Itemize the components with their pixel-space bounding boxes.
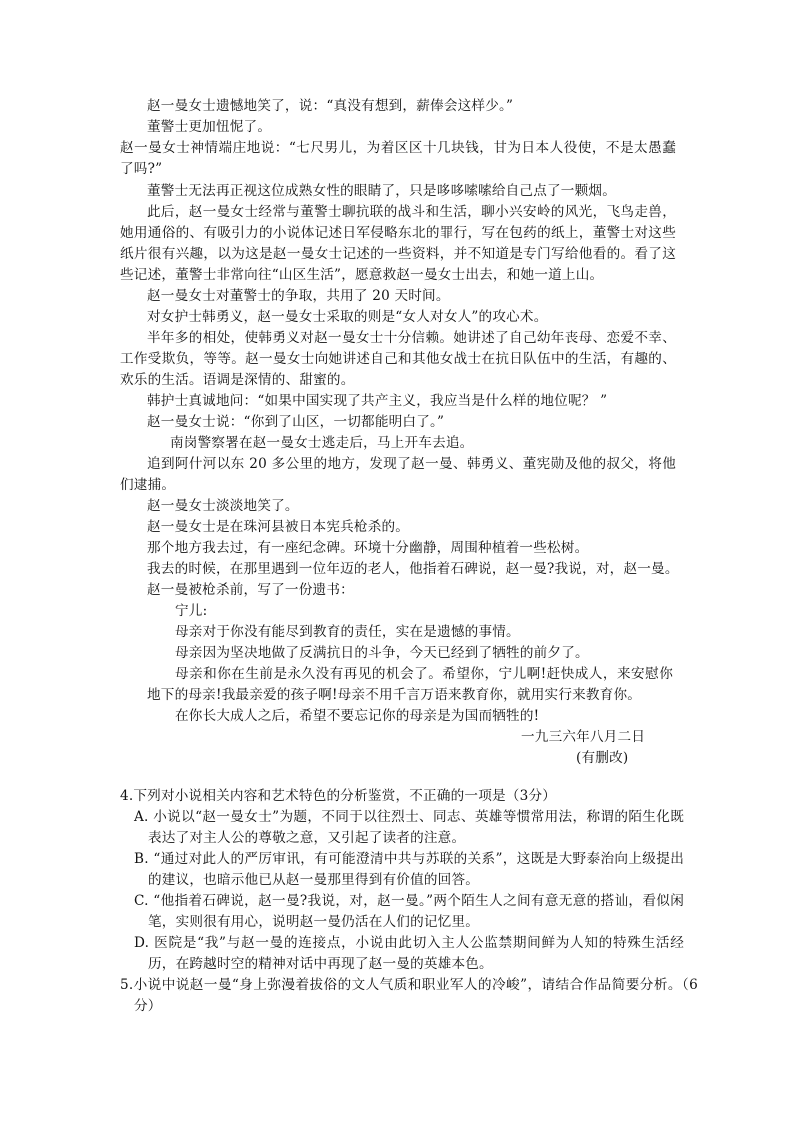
paragraph: 我去的时候，在那里遇到一位年迈的老人，他指着石碑说，赵一曼?我说，对，赵一曼。: [147, 561, 679, 577]
letter-line: 母亲因为坚决地做了反满抗日的斗争，今天已经到了牺牲的前夕了。: [175, 645, 589, 661]
question-stem: 4.下列对小说相关内容和艺术特色的分析鉴赏，不正确的一项是（3分）: [120, 788, 557, 804]
letter-line: 在你长大成人之后，希望不要忘记你的母亲是为国而牺牲的!: [175, 708, 540, 724]
option-b: B. “通过对此人的严厉审讯，有可能澄清中共与苏联的关系”，这既是大野泰治向上级提出的建议，也暗示他已从赵一曼那里得到有价值的回答。: [134, 851, 684, 888]
option-a: A. 小说以“赵一曼女士”为题，不同于以往烈士、同志、英雄等惯常用法，称谓的陌生化既表达了对主人公的尊敬之意，又引起了读者的注意。: [134, 809, 684, 846]
option-d: D. 医院是“我”与赵一曼的连接点，小说由此切入主人公监禁期间鲜为人知的特殊生活经历，在跨越时空的精神对话中再现了赵一曼的英雄本色。: [134, 935, 684, 972]
paragraph: 此后，赵一曼女士经常与董警士聊抗联的战斗和生活，聊小兴安岭的风光，飞鸟走兽，她用通俗的、有吸引力的小说体记述日军侵略东北的罪行，写在包药的纸上，董警士对这些纸片很有兴趣，以为这是赵一曼女士记述的一些资料，并不知道是专门写给他看的。看了这些记述，董警士非常向往“山区生活”，愿意救赵一曼女士出去，和她一道上山。: [120, 204, 676, 283]
paragraph: 赵一曼女士遗憾地笑了，说：“真没有想到，薪俸会这样少。”: [147, 98, 514, 114]
paragraph: 追到阿什河以东 20 多公里的地方，发现了赵一曼、韩勇义、董宪勋及他的叔父，将他们逮捕。: [120, 456, 676, 493]
paragraph: 半年多的相处，使韩勇义对赵一曼女士十分信赖。她讲述了自己幼年丧母、恋爱不幸、工作受欺负，等等。赵一曼女士向她讲述自己和其他女战士在抗日队伍中的生活，有趣的、欢乐的生活。语调是深情的、甜蜜的。: [120, 330, 676, 388]
revision-note: (有删改): [576, 750, 629, 766]
paragraph: 董警士更加忸怩了。: [147, 119, 272, 135]
paragraph: 南岗警察署在赵一曼女士逃走后，马上开车去追。: [170, 435, 474, 451]
paragraph: 韩护士真诚地问：“如果中国实现了共产主义，我应当是什么样的地位呢？ ”: [147, 393, 608, 409]
option-c: C. “他指着石碑说，赵一曼?我说，对，赵一曼。”两个陌生人之间有意无意的搭讪，看似闲笔，实则很有用心，说明赵一曼仍活在人们的记忆里。: [134, 893, 684, 930]
paragraph: 赵一曼女士淡淡地笑了。: [147, 498, 299, 514]
paragraph: 对女护士韩勇义，赵一曼女士采取的则是“女人对女人”的攻心术。: [147, 309, 548, 325]
paragraph: 赵一曼女士神情端庄地说：“七尺男儿，为着区区十几块钱，甘为日本人役使，不是太愚蠢了吗?”: [120, 140, 676, 177]
letter-date: 一九三六年八月二日: [521, 729, 646, 745]
letter-salutation: 宁儿:: [175, 603, 208, 619]
paragraph: 赵一曼女士是在珠河县被日本宪兵枪杀的。: [147, 519, 410, 535]
question-stem: 5.小说中说赵一曼“身上弥漫着拔俗的文人气质和职业军人的冷峻”，请结合作品简要分析。（6分）: [120, 977, 698, 1014]
letter-line: 母亲对于你没有能尽到教育的责任，实在是遗憾的事情。: [175, 624, 520, 640]
paragraph: 那个地方我去过，有一座纪念碑。环境十分幽静，周围种植着一些松树。: [147, 540, 589, 556]
paragraph: 董警士无法再正视这位成熟女性的眼睛了，只是哆哆嗦嗦给自己点了一颗烟。: [147, 183, 616, 199]
paragraph: 赵一曼女士说：“你到了山区，一切都能明白了。”: [147, 414, 445, 430]
paragraph: 赵一曼女士对董警士的争取，共用了 20 天时间。: [147, 288, 450, 304]
paragraph: 赵一曼被枪杀前，写了一份遗书：: [147, 582, 354, 598]
letter-line: 母亲和你在生前是永久没有再见的机会了。希望你，宁儿啊!赶快成人，来安慰你地下的母亲!我最亲爱的孩子啊!母亲不用千言万语来教育你，就用实行来教育你。: [147, 666, 673, 703]
